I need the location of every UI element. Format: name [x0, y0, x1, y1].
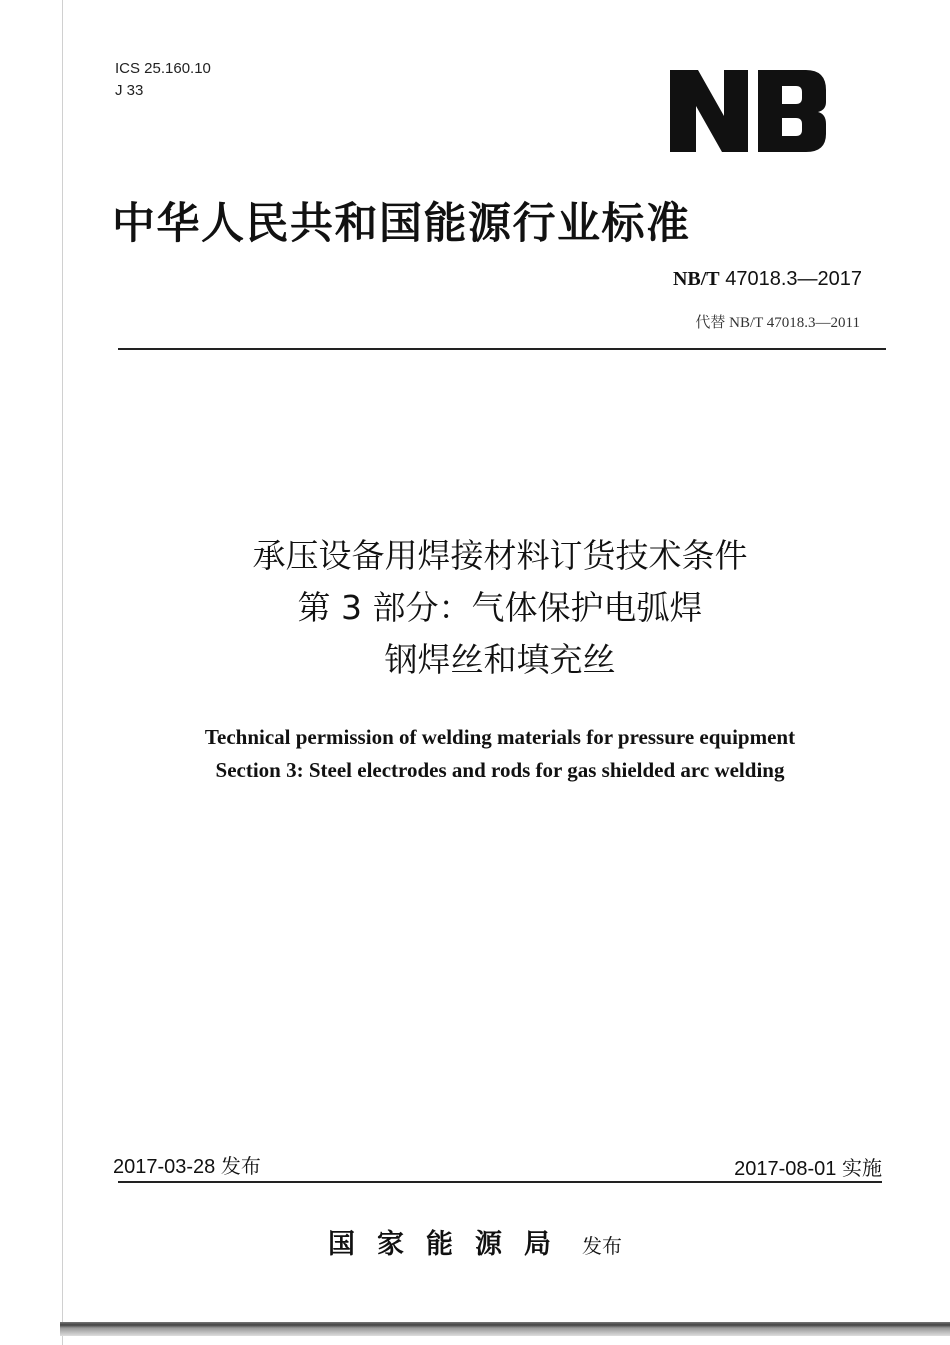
standard-number-prefix: NB/T [672, 268, 720, 290]
publisher [0, 1222, 950, 1261]
title-cn-line: 承压设备用焊接材料订货技术条件 [252, 536, 748, 575]
publisher-organization: 国家能源局 [327, 1229, 573, 1260]
ccs-code: J 33 [115, 82, 144, 99]
scan-edge-bottom [60, 1322, 950, 1336]
standard-number-value: 47018.3—2017 [725, 268, 862, 290]
nb-logo [668, 68, 828, 154]
publisher-action: 发布 [582, 1234, 623, 1258]
title-en-line: Section 3: Steel electrodes and rods for gas shielded arc welding [215, 758, 785, 782]
footer-divider [118, 1181, 882, 1183]
title-en-line: Technical permission of welding materials for pressure equipment [204, 725, 796, 749]
standard-type-title: 中华人民共和国能源行业标准 [112, 199, 691, 249]
title-cn-line: 钢焊丝和填充丝 [384, 640, 616, 679]
title-cn-line: 第 3 部分：气体保护电弧焊 [297, 588, 703, 627]
ics-code: ICS 25.160.10 [115, 60, 211, 77]
standard-number [673, 268, 862, 291]
replaces-standard: 代替 NB/T 47018.3—2011 [695, 315, 860, 331]
header-divider [118, 348, 886, 350]
classification-codes [115, 58, 211, 102]
implementation-date: 2017-08-01 实施 [734, 1158, 882, 1180]
document-title-cn [0, 530, 950, 686]
document-title-en [0, 721, 950, 787]
issue-date: 2017-03-28 发布 [113, 1156, 261, 1178]
